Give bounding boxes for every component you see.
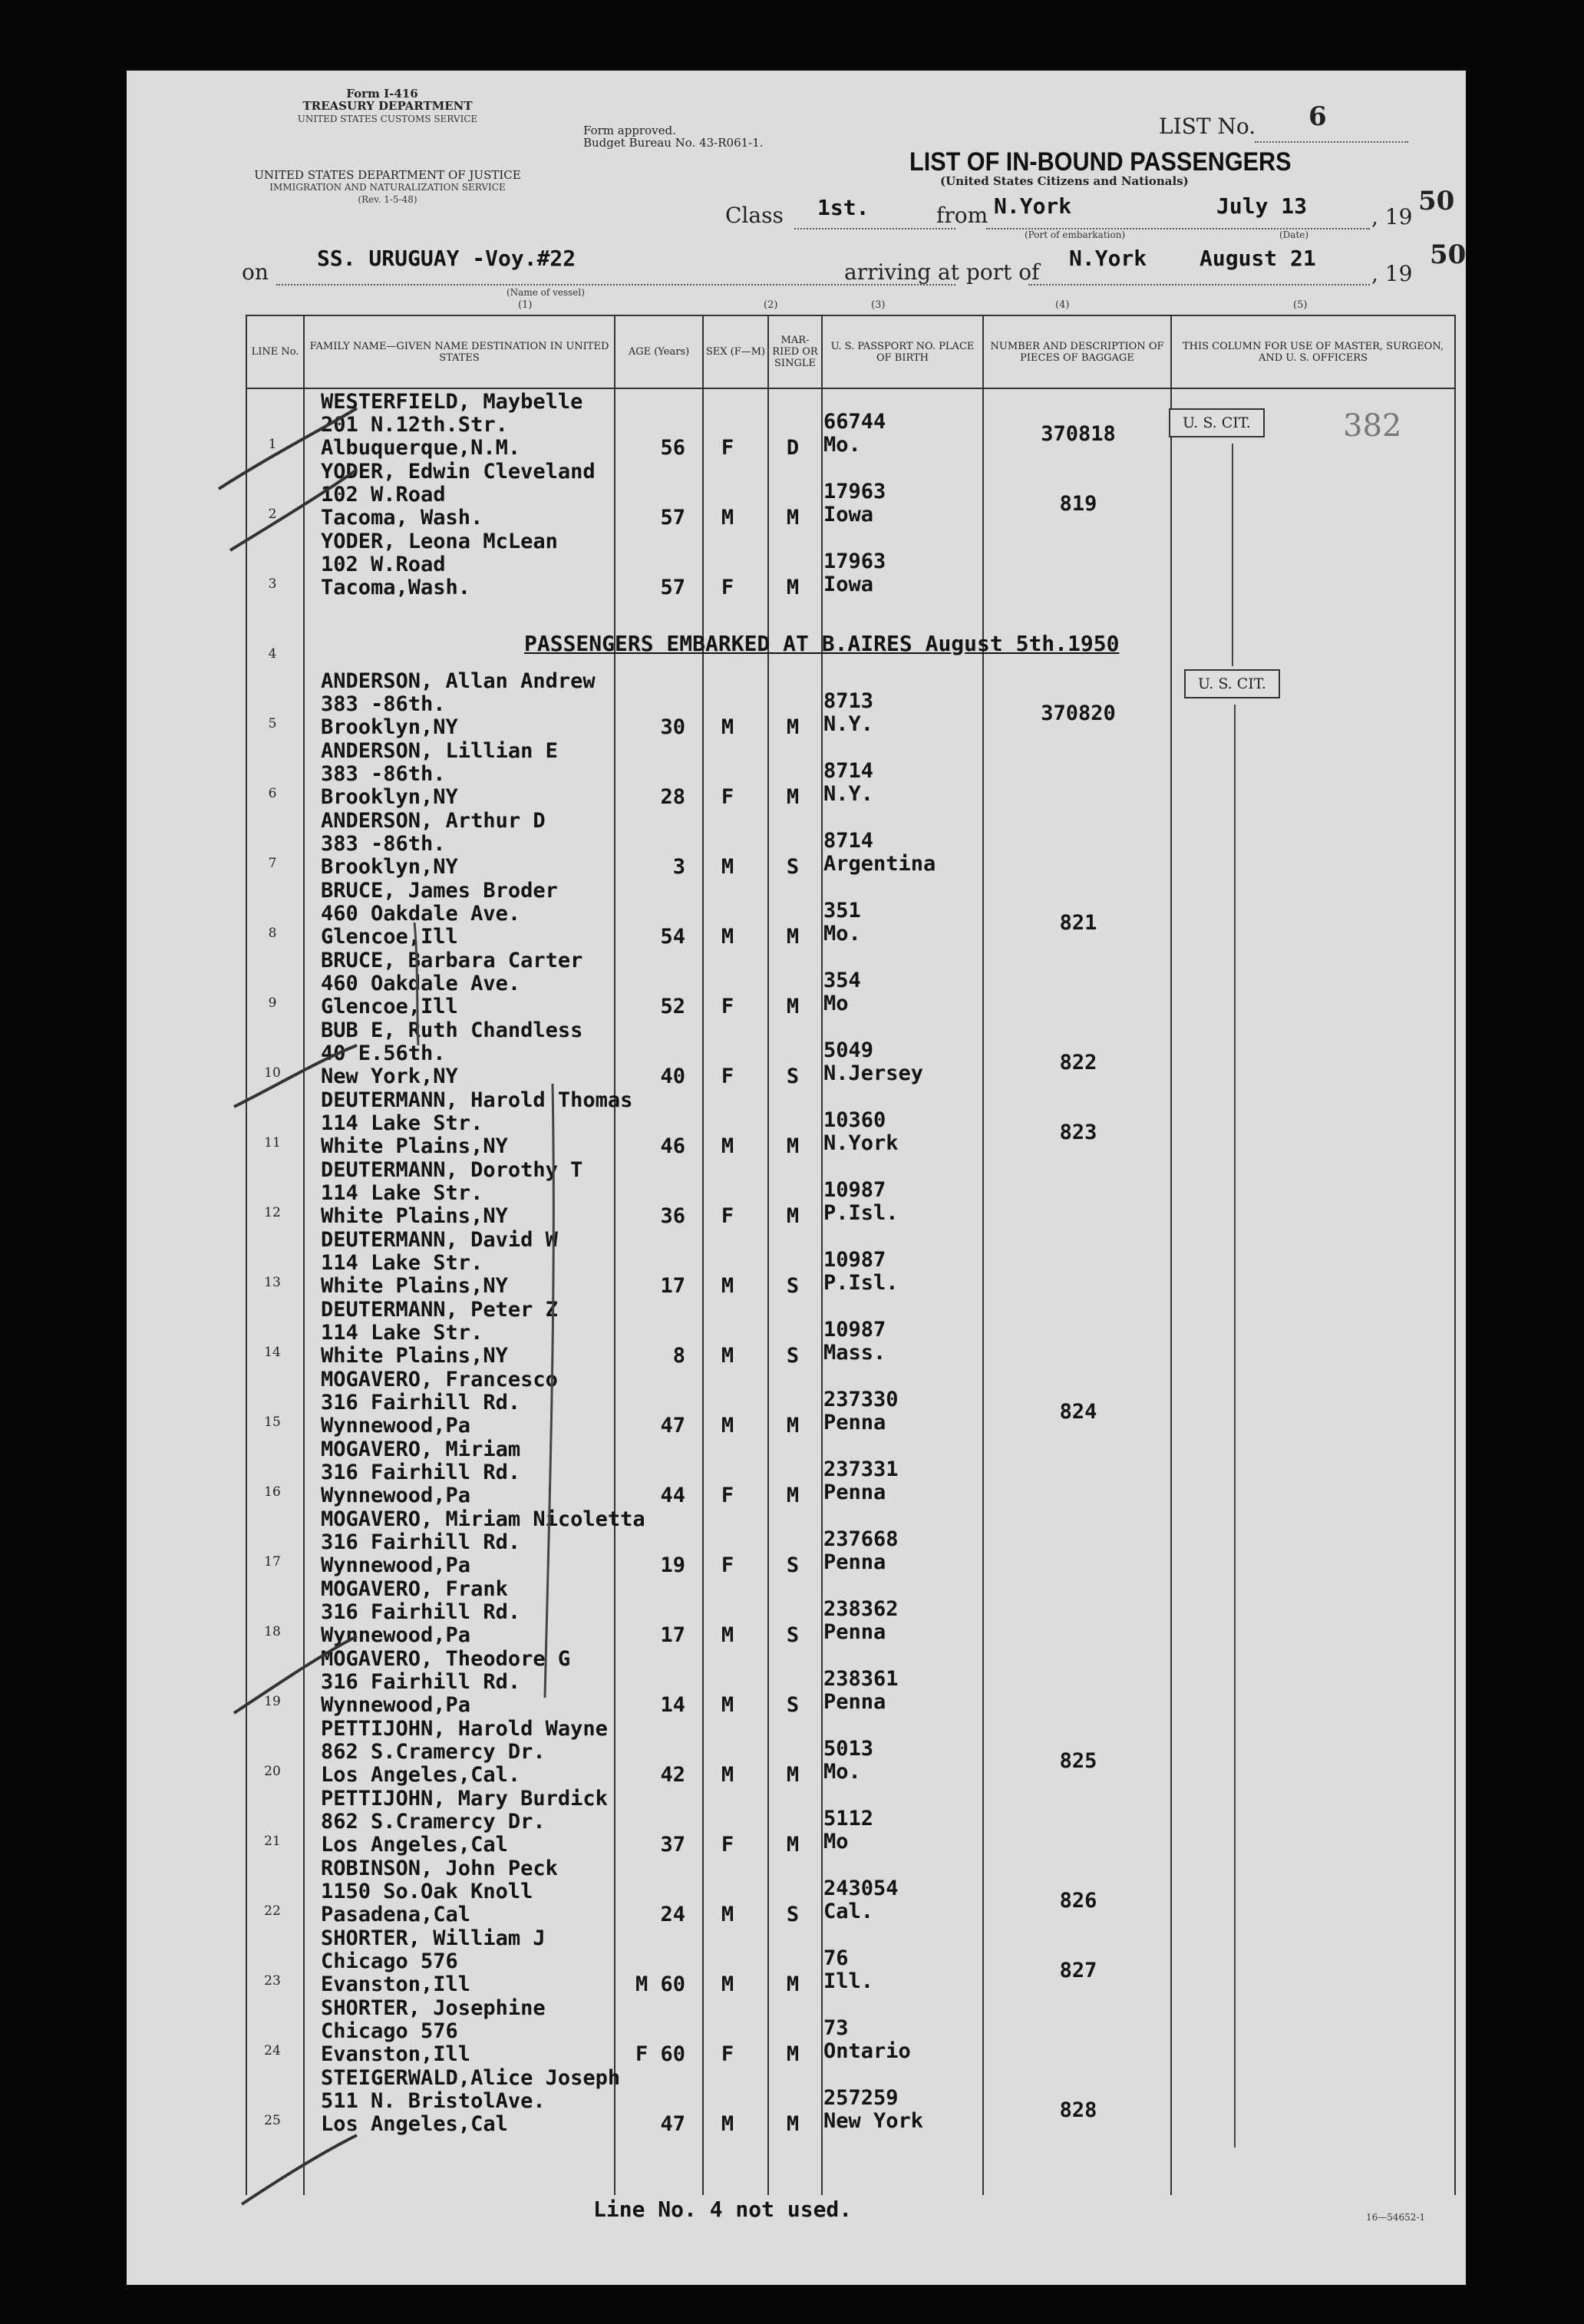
passenger-age: 19 (660, 1553, 685, 1577)
passport-number: 238362 (823, 1597, 899, 1621)
passenger-city: Wynnewood,Pa (321, 1553, 471, 1577)
place-of-birth: N.Jersey (823, 1061, 924, 1085)
line-number: 4 (268, 646, 277, 662)
passenger-age: 47 (660, 2112, 685, 2136)
embarkation-date: July 13 (1216, 193, 1308, 219)
from-label: from (936, 203, 988, 228)
header-age: AGE (Years) (615, 315, 703, 388)
passenger-address: 114 Lake Str. (321, 1181, 483, 1205)
passenger-marital-status: M (786, 925, 800, 949)
place-of-birth: P.Isl. (823, 1271, 899, 1295)
passenger-marital-status: S (786, 1623, 800, 1647)
header-line-no: LINE No. (246, 315, 304, 388)
baggage-number: 823 (1059, 1121, 1097, 1144)
col-number-4: (4) (1055, 299, 1070, 311)
passenger-city: Glencoe,Ill (321, 995, 458, 1018)
list-number: 6 (1308, 101, 1327, 132)
passenger-city: Evanston,Ill (321, 1972, 471, 1996)
line-number: 8 (268, 926, 277, 941)
passenger-age: 37 (660, 1833, 685, 1857)
passenger-age: 52 (660, 995, 685, 1018)
port-caption: (Port of embarkation) (1025, 229, 1126, 240)
passenger-address: 383 -86th. (321, 762, 446, 786)
place-of-birth: N.Y. (823, 712, 874, 736)
passenger-name: DEUTERMANN, Dorothy T (321, 1158, 583, 1182)
passenger-sex: M (721, 506, 734, 530)
passenger-sex: F (721, 1484, 734, 1507)
passenger-city: Los Angeles,Cal (321, 2112, 508, 2136)
passenger-name: SHORTER, William J (321, 1926, 546, 1950)
passenger-name: PETTIJOHN, Mary Burdick (321, 1787, 608, 1811)
passenger-address: 114 Lake Str. (321, 1111, 483, 1135)
baggage-number: 827 (1059, 1959, 1097, 1982)
passenger-age: F 60 (635, 2042, 685, 2066)
col-number-3: (3) (871, 299, 886, 311)
passenger-city: Albuquerque,N.M. (321, 436, 521, 460)
passenger-address: 316 Fairhill Rd. (321, 1600, 521, 1624)
passenger-name: DEUTERMANN, David W (321, 1228, 558, 1252)
form-approved: Form approved. (583, 124, 676, 137)
class-label: Class (725, 203, 784, 228)
place-of-birth: Mo. (823, 922, 861, 946)
line-number: 20 (264, 1764, 281, 1779)
passenger-age: 56 (660, 436, 685, 460)
passenger-name: BUB E, Ruth Chandless (321, 1018, 583, 1042)
passenger-sex: F (721, 436, 734, 460)
passenger-age: 42 (660, 1763, 685, 1787)
passenger-sex: F (721, 2042, 734, 2066)
passenger-address: 40 E.56th. (321, 1042, 446, 1065)
passenger-address: 460 Oakdale Ave. (321, 902, 521, 926)
passenger-sex: M (721, 1903, 734, 1926)
date-caption: (Date) (1279, 229, 1309, 240)
arrival-year: 50 (1430, 239, 1467, 270)
header-name: FAMILY NAME—GIVEN NAME DESTINATION IN UNITED STATES (304, 315, 615, 388)
budget-bureau: Budget Bureau No. 43-R061-1. (583, 136, 764, 150)
place-of-birth: Penna (823, 1481, 886, 1504)
passenger-sex: F (721, 1204, 734, 1228)
passenger-city: White Plains,NY (321, 1134, 508, 1158)
passenger-marital-status: D (786, 436, 800, 460)
place-of-birth: N.York (823, 1131, 899, 1155)
passport-number: 8714 (823, 759, 874, 783)
baggage-number: 824 (1059, 1400, 1097, 1424)
baggage-number: 825 (1059, 1749, 1097, 1773)
passenger-address: 114 Lake Str. (321, 1251, 483, 1275)
line-number: 21 (264, 1834, 281, 1849)
passport-number: 10987 (823, 1318, 886, 1342)
passenger-name: STEIGERWALD,Alice Joseph (321, 2066, 621, 2090)
passenger-name: YODER, Edwin Cleveland (321, 460, 596, 484)
handwritten-number: 382 (1343, 408, 1402, 444)
baggage-number: 370818 (1041, 422, 1116, 446)
line-number: 12 (264, 1205, 281, 1220)
passenger-marital-status: M (786, 1134, 800, 1158)
passenger-age: 8 (672, 1344, 685, 1368)
form-number: Form I-416 (346, 87, 418, 101)
passenger-sex: F (721, 1553, 734, 1577)
passenger-address: 316 Fairhill Rd. (321, 1461, 521, 1484)
passenger-name: YODER, Leona McLean (321, 530, 558, 553)
passenger-city: Evanston,Ill (321, 2042, 471, 2066)
passenger-age: 17 (660, 1623, 685, 1647)
line-number: 24 (264, 2043, 281, 2058)
line-number: 16 (264, 1484, 281, 1500)
justice-department: UNITED STATES DEPARTMENT OF JUSTICE (254, 168, 521, 182)
passenger-city: Brooklyn,NY (321, 855, 458, 879)
passenger-age: 3 (672, 855, 685, 879)
list-no-label: LIST No. (1159, 114, 1256, 139)
passenger-address: 1150 So.Oak Knoll (321, 1880, 533, 1903)
passenger-city: White Plains,NY (321, 1204, 508, 1228)
baggage-number: 370820 (1041, 701, 1116, 725)
place-of-birth: Penna (823, 1690, 886, 1714)
passenger-address: Chicago 576 (321, 1949, 458, 1973)
place-of-birth: Iowa (823, 503, 874, 527)
passenger-marital-status: M (786, 995, 800, 1018)
passenger-city: Tacoma,Wash. (321, 576, 471, 599)
passenger-address: 460 Oakdale Ave. (321, 972, 521, 995)
place-of-birth: N.Y. (823, 782, 874, 806)
baggage-number: 826 (1059, 1889, 1097, 1913)
passenger-name: BRUCE, Barbara Carter (321, 949, 583, 972)
passenger-city: White Plains,NY (321, 1274, 508, 1298)
passenger-sex: M (721, 1414, 734, 1438)
document-title: LIST OF IN-BOUND PASSENGERS (909, 147, 1292, 177)
passenger-sex: M (721, 1623, 734, 1647)
passenger-city: Glencoe,Ill (321, 925, 458, 949)
passport-number: 237330 (823, 1388, 899, 1411)
vessel-caption: (Name of vessel) (507, 287, 585, 298)
passenger-address: 383 -86th. (321, 832, 446, 856)
passport-number: 5112 (823, 1807, 874, 1830)
place-of-birth: Penna (823, 1411, 886, 1434)
section-heading: PASSENGERS EMBARKED AT B.AIRES August 5th.1950 (524, 631, 1120, 656)
passenger-age: 46 (660, 1134, 685, 1158)
passenger-address: 316 Fairhill Rd. (321, 1530, 521, 1554)
passenger-name: MOGAVERO, Frank (321, 1577, 508, 1601)
arrival-date: August 21 (1200, 246, 1316, 271)
passenger-sex: M (721, 1274, 734, 1298)
line-number: 9 (268, 995, 277, 1011)
passport-number: 10987 (823, 1248, 886, 1272)
passenger-city: Brooklyn,NY (321, 785, 458, 809)
passport-number: 73 (823, 2016, 849, 2040)
passenger-marital-status: M (786, 1484, 800, 1507)
passenger-city: Brooklyn,NY (321, 715, 458, 739)
place-of-birth: Penna (823, 1620, 886, 1644)
passenger-sex: F (721, 1065, 734, 1088)
passenger-marital-status: S (786, 1065, 800, 1088)
passenger-marital-status: M (786, 506, 800, 530)
passenger-name: ANDERSON, Lillian E (321, 739, 558, 763)
passenger-age: 28 (660, 785, 685, 809)
passenger-sex: M (721, 925, 734, 949)
baggage-number: 821 (1059, 911, 1097, 935)
passenger-address: 102 W.Road (321, 553, 446, 576)
passport-number: 351 (823, 899, 861, 923)
passenger-age: 47 (660, 1414, 685, 1438)
passenger-city: Wynnewood,Pa (321, 1414, 471, 1438)
passenger-marital-status: M (786, 785, 800, 809)
passenger-marital-status: M (786, 1204, 800, 1228)
passenger-manifest-page (127, 71, 1466, 2285)
passenger-city: Los Angeles,Cal (321, 1833, 508, 1857)
passenger-sex: M (721, 715, 734, 739)
us-citizen-stamp: U. S. CIT. (1169, 408, 1265, 437)
arriving-label: arriving at port of (844, 259, 1040, 285)
place-of-birth: Penna (823, 1550, 886, 1574)
footer-note: Line No. 4 not used. (593, 2197, 853, 2222)
line-number: 17 (264, 1554, 281, 1570)
passport-number: 10360 (823, 1108, 886, 1132)
passenger-age: 57 (660, 576, 685, 599)
passenger-name: SHORTER, Josephine (321, 1996, 546, 2020)
year-prefix: , 19 (1371, 204, 1413, 229)
passenger-name: ROBINSON, John Peck (321, 1857, 558, 1880)
passenger-name: MOGAVERO, Miriam Nicoletta (321, 1507, 645, 1531)
class-value: 1st. (817, 195, 870, 220)
place-of-birth: Mo. (823, 1760, 861, 1784)
passport-number: 354 (823, 969, 861, 992)
place-of-birth: Mo (823, 1830, 849, 1854)
passenger-name: MOGAVERO, Theodore G (321, 1647, 571, 1671)
form-code: 16—54652-1 (1366, 2212, 1426, 2223)
passenger-age: 40 (660, 1065, 685, 1088)
passenger-marital-status: M (786, 1414, 800, 1438)
line-number: 22 (264, 1903, 281, 1919)
col-number-1: (1) (518, 299, 533, 311)
passport-number: 76 (823, 1946, 849, 1970)
passenger-sex: F (721, 576, 734, 599)
passenger-address: Chicago 576 (321, 2019, 458, 2043)
line-number: 23 (264, 1973, 281, 1989)
passenger-marital-status: S (786, 1693, 800, 1717)
passenger-address: 383 -86th. (321, 692, 446, 716)
passenger-city: Wynnewood,Pa (321, 1623, 471, 1647)
passenger-age: 36 (660, 1204, 685, 1228)
passport-number: 10987 (823, 1178, 886, 1202)
line-number: 2 (268, 507, 277, 522)
line-number: 14 (264, 1345, 281, 1360)
passenger-marital-status: M (786, 2112, 800, 2136)
passenger-name: WESTERFIELD, Maybelle (321, 390, 583, 414)
us-citizen-stamp: U. S. CIT. (1184, 669, 1280, 698)
baggage-number: 819 (1059, 492, 1097, 516)
line-number: 18 (264, 1624, 281, 1639)
passenger-sex: M (721, 1344, 734, 1368)
baggage-number: 828 (1059, 2098, 1097, 2122)
line-number: 11 (264, 1135, 281, 1150)
passenger-marital-status: M (786, 1763, 800, 1787)
place-of-birth: Mass. (823, 1341, 886, 1365)
passenger-city: Tacoma, Wash. (321, 506, 483, 530)
line-number: 13 (264, 1275, 281, 1290)
passenger-age: 44 (660, 1484, 685, 1507)
form-revision: (Rev. 1-5-48) (358, 194, 417, 205)
passenger-marital-status: S (786, 855, 800, 879)
place-of-birth: P.Isl. (823, 1201, 899, 1225)
passenger-marital-status: M (786, 1833, 800, 1857)
passenger-age: 17 (660, 1274, 685, 1298)
passenger-sex: M (721, 1763, 734, 1787)
passenger-sex: M (721, 1693, 734, 1717)
passenger-address: 511 N. BristolAve. (321, 2089, 546, 2113)
passenger-sex: F (721, 1833, 734, 1857)
port-of-embarkation: N.York (994, 193, 1072, 219)
line-number: 10 (264, 1065, 281, 1081)
passenger-name: DEUTERMANN, Harold Thomas (321, 1088, 633, 1112)
passenger-name: ANDERSON, Allan Andrew (321, 669, 596, 693)
passport-number: 17963 (823, 480, 886, 503)
passport-number: 238361 (823, 1667, 899, 1691)
passenger-sex: M (721, 1972, 734, 1996)
passport-number: 8713 (823, 689, 874, 713)
passenger-address: 316 Fairhill Rd. (321, 1670, 521, 1694)
line-number: 25 (264, 2113, 281, 2128)
passenger-marital-status: S (786, 1553, 800, 1577)
passenger-age: 30 (660, 715, 685, 739)
passenger-name: ANDERSON, Arthur D (321, 809, 546, 833)
passenger-city: White Plains,NY (321, 1344, 508, 1368)
header-married: MAR- RIED OR SINGLE (768, 315, 822, 388)
line-number: 5 (268, 716, 277, 731)
embarkation-year: 50 (1418, 186, 1455, 216)
passenger-sex: M (721, 2112, 734, 2136)
passenger-city: Wynnewood,Pa (321, 1484, 471, 1507)
line-number: 7 (268, 856, 277, 871)
year-prefix: , 19 (1371, 261, 1413, 286)
passport-number: 243054 (823, 1877, 899, 1900)
passenger-age: 57 (660, 506, 685, 530)
passenger-name: PETTIJOHN, Harold Wayne (321, 1717, 608, 1741)
place-of-birth: Iowa (823, 573, 874, 596)
passenger-city: Wynnewood,Pa (321, 1693, 471, 1717)
handwritten-marks (127, 71, 1466, 2285)
passport-number: 237668 (823, 1527, 899, 1551)
on-label: on (242, 259, 269, 285)
line-number: 3 (268, 576, 277, 592)
header-passport: U. S. PASSPORT NO. PLACE OF BIRTH (822, 315, 983, 388)
passenger-address: 114 Lake Str. (321, 1321, 483, 1345)
passport-number: 5049 (823, 1038, 874, 1062)
line-number: 1 (268, 437, 277, 452)
passenger-age: 54 (660, 925, 685, 949)
passenger-address: 316 Fairhill Rd. (321, 1391, 521, 1415)
passport-number: 237331 (823, 1457, 899, 1481)
passenger-name: DEUTERMANN, Peter Z (321, 1298, 558, 1322)
passport-number: 8714 (823, 829, 874, 853)
immigration-service: IMMIGRATION AND NATURALIZATION SERVICE (269, 182, 506, 193)
passenger-sex: F (721, 785, 734, 809)
treasury-department: TREASURY DEPARTMENT (302, 99, 473, 113)
passenger-marital-status: M (786, 576, 800, 599)
passenger-marital-status: M (786, 2042, 800, 2066)
passenger-sex: F (721, 995, 734, 1018)
passenger-address: 102 W.Road (321, 483, 446, 507)
passenger-address: 201 N.12th.Str. (321, 413, 508, 437)
place-of-birth: Cal. (823, 1900, 874, 1923)
col-number-5: (5) (1293, 299, 1308, 311)
passport-number: 17963 (823, 550, 886, 573)
passenger-city: Los Angeles,Cal. (321, 1763, 521, 1787)
document-subtitle: (United States Citizens and Nationals) (940, 174, 1189, 188)
passenger-city: Pasadena,Cal (321, 1903, 471, 1926)
passenger-address: 862 S.Cramercy Dr. (321, 1810, 546, 1834)
passenger-city: New York,NY (321, 1065, 458, 1088)
passenger-age: 24 (660, 1903, 685, 1926)
passenger-marital-status: S (786, 1344, 800, 1368)
line-number: 6 (268, 786, 277, 801)
passenger-sex: M (721, 855, 734, 879)
line-number: 19 (264, 1694, 281, 1709)
baggage-number: 822 (1059, 1051, 1097, 1075)
passport-number: 257259 (823, 2086, 899, 2110)
passenger-age: 14 (660, 1693, 685, 1717)
passenger-marital-status: S (786, 1903, 800, 1926)
header-sex: SEX (F—M) (703, 315, 768, 388)
vessel-name: SS. URUGUAY -Voy.#22 (317, 246, 576, 271)
place-of-birth: Ill. (823, 1969, 874, 1993)
place-of-birth: New York (823, 2109, 924, 2133)
passenger-sex: M (721, 1134, 734, 1158)
passport-number: 5013 (823, 1737, 874, 1761)
place-of-birth: Argentina (823, 852, 936, 876)
arrival-port: N.York (1069, 246, 1147, 271)
header-officers: THIS COLUMN FOR USE OF MASTER, SURGEON, AND U. S. OFFICERS (1171, 315, 1455, 388)
passenger-marital-status: M (786, 715, 800, 739)
passenger-address: 862 S.Cramercy Dr. (321, 1740, 546, 1764)
header-baggage: NUMBER AND DESCRIPTION OF PIECES OF BAGGAGE (983, 315, 1171, 388)
passenger-name: MOGAVERO, Miriam (321, 1438, 521, 1461)
place-of-birth: Mo (823, 992, 849, 1015)
line-number: 15 (264, 1415, 281, 1430)
passenger-age: M 60 (635, 1972, 685, 1996)
passenger-name: BRUCE, James Broder (321, 879, 558, 903)
place-of-birth: Ontario (823, 2039, 911, 2063)
passport-number: 66744 (823, 410, 886, 434)
col-number-2: (2) (764, 299, 778, 311)
passenger-marital-status: S (786, 1274, 800, 1298)
passenger-name: MOGAVERO, Francesco (321, 1368, 558, 1391)
passenger-marital-status: M (786, 1972, 800, 1996)
place-of-birth: Mo. (823, 433, 861, 457)
customs-service: UNITED STATES CUSTOMS SERVICE (297, 114, 478, 124)
